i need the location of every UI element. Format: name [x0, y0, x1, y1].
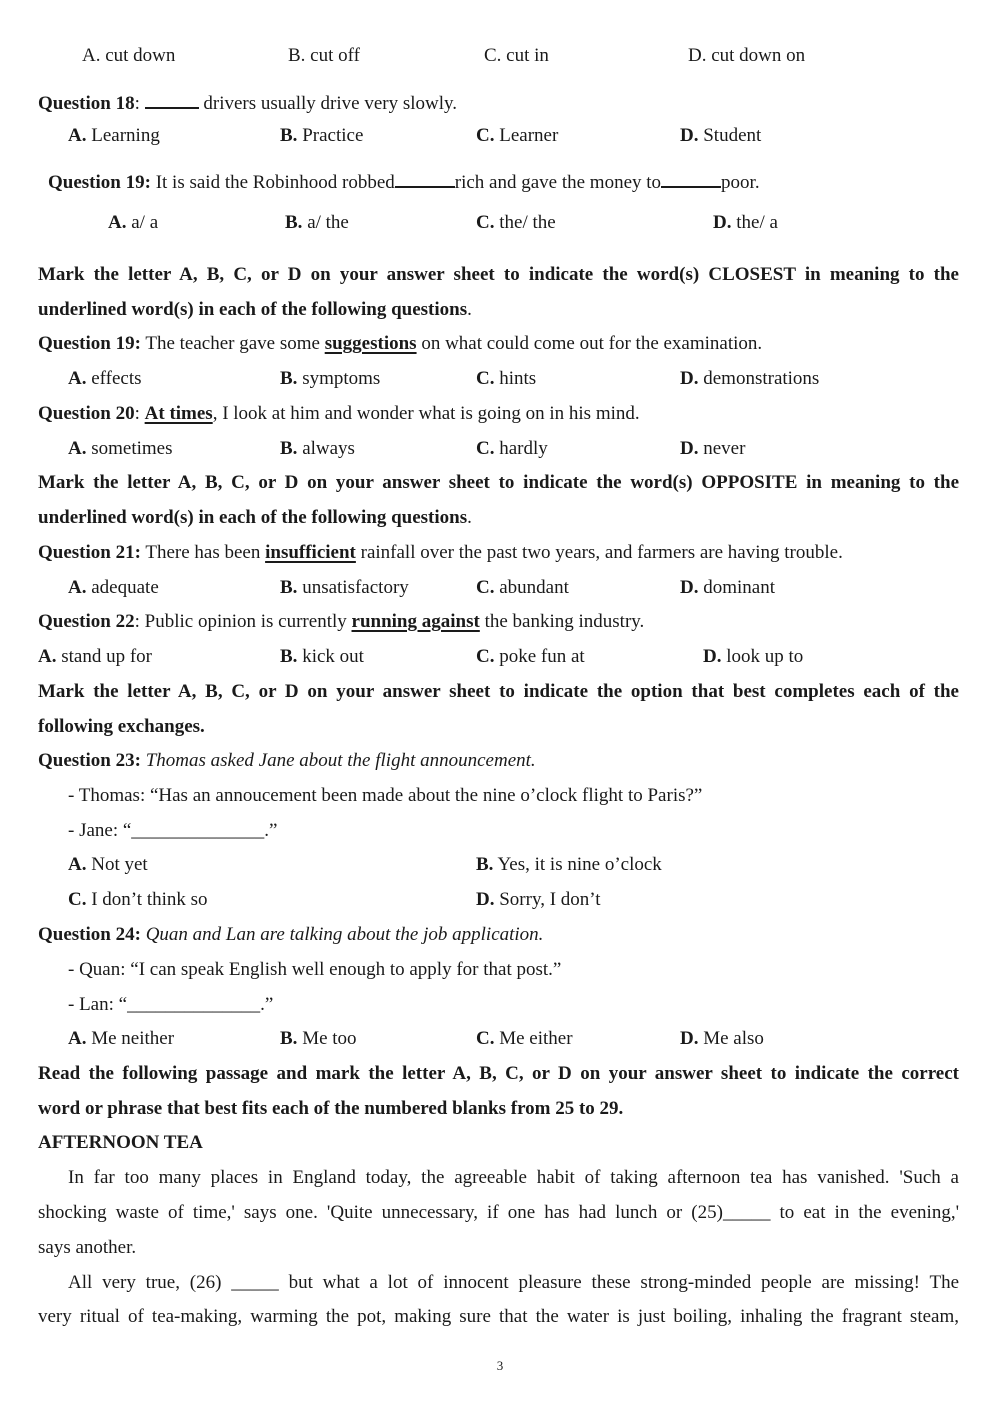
- option-letter: D.: [713, 212, 732, 233]
- q18-stem: [38, 89, 457, 116]
- option-text: abundant: [494, 577, 569, 598]
- q19a-option-d: [713, 211, 778, 235]
- q21-option-a: [68, 576, 159, 600]
- q22-label: Question 22: [38, 611, 135, 632]
- option-letter: C.: [68, 889, 87, 910]
- instruction-closest-line2: [38, 298, 959, 322]
- option-letter: B.: [280, 577, 298, 598]
- q22-post: the banking industry.: [479, 611, 645, 632]
- q24-option-a: [68, 1027, 174, 1051]
- q21-pre: There has been: [140, 542, 266, 563]
- option-letter: D.: [703, 646, 722, 667]
- q20-option-c: [476, 437, 548, 461]
- option-text: a/ a: [126, 212, 159, 233]
- q19b-stem: [38, 332, 762, 356]
- q18-option-c: [476, 124, 558, 148]
- q20-option-b: [280, 437, 355, 461]
- q24-stem: [38, 923, 543, 947]
- q21-option-d: [680, 576, 775, 600]
- option-text: Learning: [86, 125, 160, 146]
- option-text: kick out: [297, 646, 364, 667]
- instruction-passage-line1: Read the following passage and mark the letter A, B, C, or D on your answer sheet to indicate the correct: [38, 1063, 959, 1084]
- passage-p2-line2: very ritual of tea-making, warming the pot, making sure that the water is just boiling, inhaling the fragrant steam,: [38, 1306, 959, 1327]
- instruction-exchanges-line2: following exchanges.: [38, 716, 205, 737]
- option-text: Me neither: [86, 1028, 175, 1049]
- option-text: demonstrations: [698, 368, 820, 389]
- q23-context: Thomas asked Jane about the flight announcement.: [145, 750, 536, 771]
- option-letter: B.: [280, 125, 298, 146]
- page-number: 3: [496, 1358, 504, 1373]
- option-text: Not yet: [86, 854, 148, 875]
- q20-sep: :: [134, 403, 145, 424]
- q18-option-b: [280, 124, 363, 148]
- option-letter: C.: [476, 212, 495, 233]
- option-letter: A.: [68, 438, 87, 459]
- q23-option-b: [476, 853, 662, 877]
- passage-p2-line1: All very true, (26) _____ but what a lot of innocent pleasure these strong-minded people are missing! The: [68, 1272, 959, 1293]
- q22-stem: [38, 610, 644, 634]
- passage-title: AFTERNOON TEA: [38, 1132, 203, 1153]
- q21-stem: [38, 541, 843, 565]
- q20-option-a: [68, 437, 173, 461]
- option-letter: B.: [280, 438, 298, 459]
- option-text: poke fun at: [494, 646, 585, 667]
- q19b-post: on what could come out for the examination.: [416, 333, 763, 354]
- option-text: hints: [494, 368, 537, 389]
- q22-option-a: [38, 645, 152, 669]
- q20-underlined-word: At times: [144, 403, 213, 424]
- instruction-opposite-line1: Mark the letter A, B, C, or D on your answer sheet to indicate the word(s) OPPOSITE in meaning to the: [38, 472, 959, 493]
- q23-option-a: [68, 853, 148, 877]
- option-letter: A.: [68, 125, 87, 146]
- option-text: dominant: [698, 577, 776, 598]
- option-letter: C.: [476, 646, 495, 667]
- option-text: Me too: [297, 1028, 357, 1049]
- q22-pre: : Public opinion is currently: [134, 611, 352, 632]
- q18-text: drivers usually drive very slowly.: [198, 93, 458, 114]
- option-text: unsatisfactory: [297, 577, 409, 598]
- option-text: Yes, it is nine o’clock: [493, 854, 662, 875]
- option-letter: B.: [280, 1028, 298, 1049]
- option-letter: D.: [680, 438, 699, 459]
- option-letter: A.: [68, 854, 87, 875]
- q20-label: Question 20: [38, 403, 135, 424]
- q19a-blank-1: [395, 168, 455, 188]
- option-letter: A.: [68, 1028, 87, 1049]
- option-letter: D.: [680, 577, 699, 598]
- q19a-blank-2: [661, 168, 721, 188]
- option-letter: C.: [476, 577, 495, 598]
- q22-option-d: [703, 645, 803, 669]
- option-text: hardly: [494, 438, 548, 459]
- instruction-opposite-line2: [38, 506, 959, 530]
- option-text: Student: [698, 125, 762, 146]
- q19a-text-3: poor.: [721, 172, 760, 193]
- instruction-text: underlined word(s) in each of the following questions: [38, 507, 468, 528]
- option-text: a/ the: [302, 212, 349, 233]
- q19b-label: Question 19:: [38, 333, 141, 354]
- q23-option-d: [476, 888, 601, 912]
- option-letter: C.: [476, 125, 495, 146]
- q23-dialogue-line-2: - Jane: “______________.”: [68, 820, 278, 841]
- option-text: Practice: [297, 125, 364, 146]
- option-text: Sorry, I don’t: [494, 889, 601, 910]
- q17-option-c: C. cut in: [484, 45, 549, 66]
- option-text: never: [698, 438, 746, 459]
- q24-option-d: [680, 1027, 764, 1051]
- q19a-option-a: [108, 211, 158, 235]
- q24-label: Question 24:: [38, 924, 141, 945]
- q19b-option-a: [68, 367, 142, 391]
- passage-p1-line3: says another.: [38, 1237, 137, 1258]
- q24-option-c: [476, 1027, 573, 1051]
- option-text: effects: [86, 368, 142, 389]
- q18-label: Question 18: [38, 93, 135, 114]
- q19b-pre: The teacher gave some: [140, 333, 325, 354]
- instruction-exchanges-line1: Mark the letter A, B, C, or D on your answer sheet to indicate the option that best completes each of the: [38, 681, 959, 702]
- option-text: I don’t think so: [86, 889, 208, 910]
- q21-option-c: [476, 576, 569, 600]
- q17-option-d: D. cut down on: [688, 45, 806, 66]
- option-text: adequate: [86, 577, 159, 598]
- q21-post: rainfall over the past two years, and farmers are having trouble.: [355, 542, 843, 563]
- q19a-stem: [48, 168, 760, 195]
- option-letter: C.: [476, 368, 495, 389]
- q24-context: Quan and Lan are talking about the job application.: [145, 924, 544, 945]
- option-letter: D.: [680, 1028, 699, 1049]
- q21-underlined-word: insufficient: [265, 542, 356, 563]
- q19a-label: Question 19:: [48, 172, 151, 193]
- option-letter: B.: [285, 212, 303, 233]
- q19a-text-2: rich and gave the money to: [454, 172, 662, 193]
- q23-dialogue-line-1: - Thomas: “Has an annoucement been made about the nine o’clock flight to Paris?”: [68, 785, 703, 806]
- instruction-period: .: [467, 299, 472, 320]
- option-text: symptoms: [297, 368, 381, 389]
- q21-option-b: [280, 576, 409, 600]
- option-letter: B.: [280, 646, 298, 667]
- instruction-period: .: [467, 507, 472, 528]
- option-text: Learner: [494, 125, 559, 146]
- option-text: always: [297, 438, 355, 459]
- q19b-option-b: [280, 367, 380, 391]
- option-letter: A.: [68, 577, 87, 598]
- q24-option-b: [280, 1027, 357, 1051]
- q18-option-d: [680, 124, 761, 148]
- q18-sep: :: [134, 93, 140, 114]
- option-letter: B.: [280, 368, 298, 389]
- q23-stem: [38, 749, 536, 773]
- option-letter: C.: [476, 1028, 495, 1049]
- q17-option-a: A. cut down: [82, 45, 176, 66]
- option-letter: D.: [680, 368, 699, 389]
- q20-option-d: [680, 437, 745, 461]
- option-letter: D.: [680, 125, 699, 146]
- q22-underlined-word: running against: [351, 611, 480, 632]
- option-text: Me also: [698, 1028, 764, 1049]
- instruction-closest-line1: Mark the letter A, B, C, or D on your answer sheet to indicate the word(s) CLOSEST in meaning to the: [38, 264, 959, 285]
- passage-p1-line1: In far too many places in England today, the agreeable habit of taking afternoon tea has vanished. 'Such a: [68, 1167, 959, 1188]
- option-text: the/ a: [731, 212, 778, 233]
- q23-option-c: [68, 888, 208, 912]
- q19a-option-b: [285, 211, 349, 235]
- q20-stem: [38, 402, 640, 426]
- option-letter: A.: [108, 212, 127, 233]
- q17-option-b: B. cut off: [288, 45, 360, 66]
- q22-option-c: [476, 645, 585, 669]
- q24-dialogue-line-1: - Quan: “I can speak English well enough to apply for that post.”: [68, 959, 562, 980]
- option-letter: A.: [68, 368, 87, 389]
- q19b-underlined-word: suggestions: [324, 333, 417, 354]
- passage-p1-line2: shocking waste of time,' says one. 'Quite unnecessary, if one has had lunch or (25)_____ to eat in the evening,': [38, 1202, 959, 1223]
- q18-option-a: [68, 124, 160, 148]
- q23-label: Question 23:: [38, 750, 141, 771]
- q19b-option-d: [680, 367, 819, 391]
- q19a-option-c: [476, 211, 556, 235]
- instruction-passage-line2: word or phrase that best fits each of the numbered blanks from 25 to 29.: [38, 1098, 624, 1119]
- q19a-text-1: It is said the Robinhood robbed: [150, 172, 395, 193]
- option-letter: C.: [476, 438, 495, 459]
- q18-blank: [145, 89, 199, 109]
- option-letter: B.: [476, 854, 494, 875]
- option-text: Me either: [494, 1028, 573, 1049]
- option-text: sometimes: [86, 438, 173, 459]
- q24-dialogue-line-2: - Lan: “______________.”: [68, 994, 274, 1015]
- q19b-option-c: [476, 367, 536, 391]
- option-letter: A.: [38, 646, 57, 667]
- instruction-text: underlined word(s) in each of the following questions: [38, 299, 468, 320]
- option-text: the/ the: [494, 212, 556, 233]
- q22-option-b: [280, 645, 364, 669]
- q20-post: , I look at him and wonder what is going on in his mind.: [212, 403, 640, 424]
- option-text: look up to: [721, 646, 804, 667]
- option-letter: D.: [476, 889, 495, 910]
- option-text: stand up for: [56, 646, 152, 667]
- q21-label: Question 21:: [38, 542, 141, 563]
